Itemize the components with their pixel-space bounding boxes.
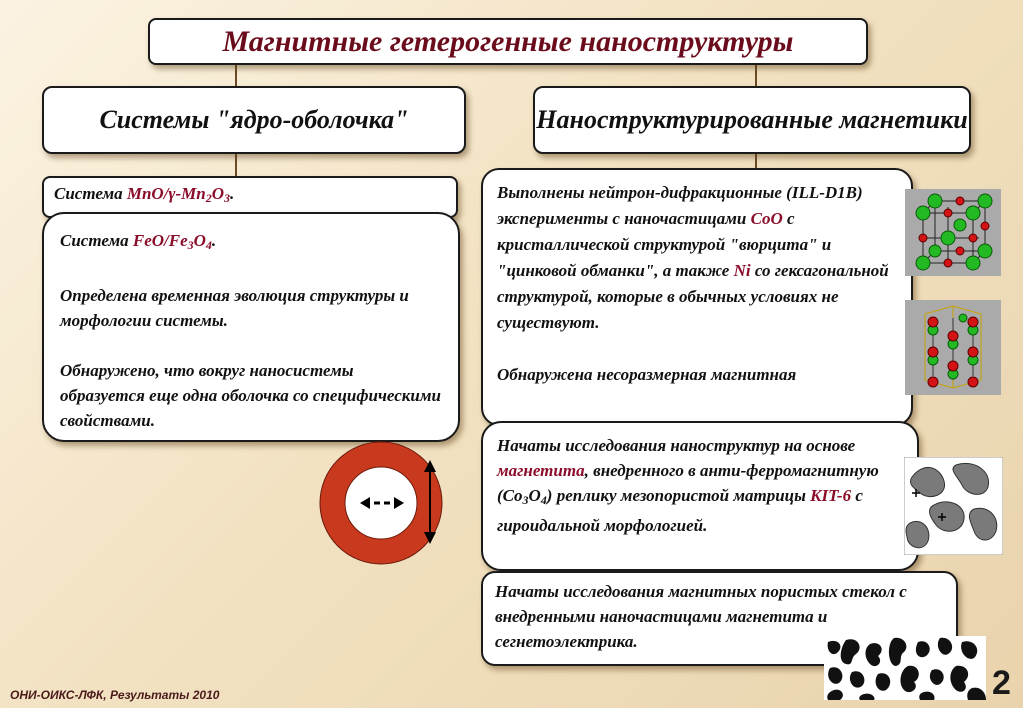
gyroid-structure-icon xyxy=(904,457,1003,555)
mno-formula: MnO/$\gamma-Mn_2O_3$ xyxy=(126,184,231,205)
hexagonal-lattice-icon xyxy=(905,300,1001,395)
footer-caption: ОНИ-ОИКС-ЛФК, Результаты 2010 xyxy=(10,688,220,702)
feo-paragraph-1: Определена временная эволюция структуры и морфологии системы. xyxy=(60,286,409,330)
coo-paragraph-2: Обнаружена несоразмерная магнитная xyxy=(497,365,797,384)
core-shell-ring-icon xyxy=(318,440,444,566)
page-number: 2 xyxy=(992,664,1011,702)
porous-glass-texture-icon xyxy=(824,636,986,700)
core-shell-heading: Системы "ядро-оболочка" xyxy=(42,86,466,154)
mno-system-box: Система MnO/$\gamma-Mn_2O_3$. xyxy=(42,176,458,218)
feo-formula-line: Система FeO/$Fe_3O_4$. xyxy=(60,231,217,252)
coo-experiment-box xyxy=(481,168,913,426)
coo-paragraph-1: Выполнены нейтрон-дифракционные (ILL-D1B) эксперименты с наночастицами CoO с кристаллической структурой "вюрцита" и "цинковой обманки", а также Ni со гексагональной структурой, которые в обычных условиях не существуют. xyxy=(497,183,889,332)
page-title: Магнитные гетерогенные наноструктуры xyxy=(148,18,868,65)
connector-top xyxy=(235,65,237,87)
feo-paragraph-2: Обнаружено, что вокруг наносистемы образуется еще одна оболочка со специфическими свойствами. xyxy=(60,361,441,430)
connector-top-right xyxy=(755,65,757,87)
connector-left xyxy=(235,154,237,178)
glass-paragraph: Начаты исследования магнитных пористых стекол с внедренными наночастицами магнетита и сегнетоэлектрика. xyxy=(495,582,907,651)
nanostructured-heading: Наноструктурированные магнетики xyxy=(533,86,971,154)
kit6-research-box xyxy=(481,421,919,571)
kit6-paragraph: Начаты исследования наноструктур на основе магнетита, внедренного в анти-ферромагнитную $(Co_3O_4)$ реплику мезопористой матрицы KIT-6 с гироидальной морфологией. xyxy=(497,436,879,535)
crystal-lattice-icon xyxy=(905,189,1001,276)
feo-system-box xyxy=(42,212,460,442)
